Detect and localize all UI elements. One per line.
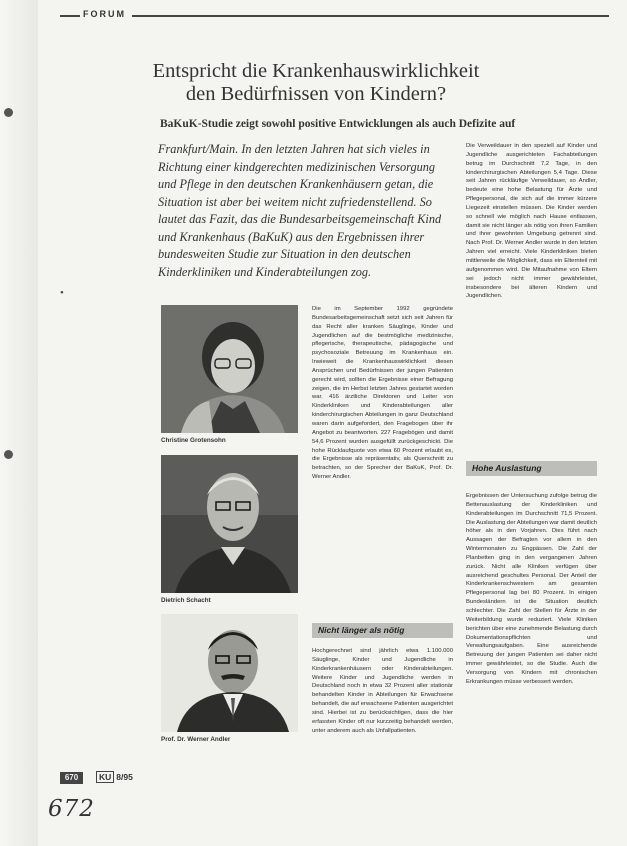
handwritten-page-number: 672 (48, 796, 95, 822)
photo-caption-3: Prof. Dr. Werner Andler (161, 736, 231, 743)
binder-hole (4, 108, 13, 117)
page-margin (0, 0, 39, 846)
portrait-photo-3 (161, 614, 298, 732)
margin-mark: • (60, 287, 64, 299)
section-label: FORUM (83, 9, 126, 19)
photo-caption-1: Christine Grotensohn (161, 437, 226, 444)
body-column-right-bottom: Ergebnissen der Untersuchung zufolge betrug die Bettenauslastung der Kinderkliniken und Kinderabteilungen im Durchschnitt 71,5 Prozent. Die Auslastung der Abteilungen war damit deutlich höher als in den Vorjahren. Dies führt nach Aussagen der Befragten vor allem in den Wintermonaten zu Engpässen. Die Zahl der Planbetten ging in den vergangenen Jahren zurück. Nicht alle Kliniken verfügen über ausreichend geschultes Personal. Der Anteil der Kinderkrankenschwestern am gesamten Pflegepersonal lag bei 80 Prozent. In einigen Bundesländern ist die Situation deutlich schlechter. Die Zahl der Stellen für Ärzte in der Weiterbildung wurde reduziert. Viele Kliniken berichten über eine zunehmende Belastung durch Dokumentationspflichten und Verwaltungsaufgaben. Eine ausreichende Betreuung der jungen Patienten sei daher nicht immer gewährleistet, so die Studie. Auch die Versorgung von Kindern mit chronischen Erkrankungen müsse verbessert werden. (466, 493, 597, 685)
title-line-2: den Bedürfnissen von Kindern? (185, 83, 447, 105)
issue-abbr: KU (96, 771, 114, 783)
subheading-box: Nicht länger als nötig (312, 623, 453, 638)
portrait-photo-1 (161, 305, 298, 433)
issue-label (96, 771, 133, 783)
header-rule-left (60, 15, 80, 17)
photo-caption-2: Dietrich Schacht (161, 597, 211, 604)
article-subtitle: BaKuK-Studie zeigt sowohl positive Entwicklungen als auch Defizite auf (160, 118, 516, 130)
binder-hole (4, 450, 13, 459)
body-column-right-top: Die Verweildauer in den speziell auf Kinder und Jugendliche ausgerichteten Fachabteilungen betrug im Durchschnitt 7,2 Tage, in den kinderchirurgischen Abteilungen 5,4 Tage. Diese seit Jahren rückläufige Verweildauer, so Andler, bedeute eine hohe Belastung für Ärzte und Pflegepersonal, die sich auf die immer kürzere Liegezeit einstellen müssen. Die Kinder werden so schnell wie möglich nach Hause entlassen, damit sie nicht länger als nötig von ihren Familien und ihrer gewohnten Umgebung getrennt sind. Nach Prof. Dr. Werner Andler wurde in den letzten Jahren viel erreicht. Viele Kinderkliniken bieten mittlerweile die Möglichkeit, dass ein Elternteil mit aufgenommen wird. Die Mitaufnahme von Eltern sei jedoch nicht immer gewährleistet, insbesondere bei älteren Kindern und Jugendlichen. (466, 143, 597, 300)
portrait-man-icon (161, 455, 298, 593)
page-number: 670 (60, 772, 83, 784)
lead-paragraph: Frankfurt/Main. In den letzten Jahren hat sich vieles in Richtung einer kindgerechten medizinischen Versorgung und Pflege in den deutschen Krankenhäusern getan, die Situation ist aber bei weitem nicht zufriedenstellend. So lautet das Fazit, das die Bundesarbeitsgemeinschaft Kind und Krankenhaus (BaKuK) aus den Ergebnissen ihrer bundesweiten Studie zur Situation in den deutschen Kinderkliniken und Kinderabteilungen zog. (158, 142, 442, 279)
subheading-box: Hohe Auslastung (466, 461, 597, 476)
body-column-middle-top: Die im September 1992 gegründete Bundesarbeitsgemeinschaft setzt sich seit Jahren für das Recht aller kranken Säuglinge, Kinder und Jugendlichen auf die bestmögliche medizinische, pflegerische, therapeutische, pädagogische und psychosoziale Betreuung im Krankenhaus ein. Inwieweit die Krankenhauswirklichkeit diesen Ansprüchen und Bedürfnissen der jungen Patienten gerecht wird, sollten die Ergebnisse einer Befragung zeigen, die im Herbst letzten Jahres gestartet worden war. 416 ärztliche Direktoren und Leiter von Kinderkliniken und Kinderabteilungen aller kinderchirurgischen Abteilungen in ganz Deutschland waren darin aufgefordert, den Fragebogen über ihr Angebot zu beantworten. 227 Fragebögen und damit 54,6 Prozent wurden ausgefüllt zurückgeschickt. Die hohe Rücklaufquote von etwa 60 Prozent erlaubt es, die Ergebnisse als repräsentativ, als Querschnitt zu betrachten, so der Sprecher der BaKuK, Prof. Dr. Werner Andler. (312, 306, 453, 481)
article-title (86, 60, 546, 106)
portrait-photo-2 (161, 455, 298, 593)
issue-number: 8/95 (116, 772, 133, 782)
portrait-man-icon (161, 614, 298, 732)
title-line-1: Entspricht die Krankenhauswirklichkeit (152, 60, 480, 82)
portrait-woman-icon (161, 305, 298, 433)
header-rule-right (132, 15, 609, 17)
body-column-middle-bottom: Hochgerechnet sind jährlich etwa 1.100.000 Säuglinge, Kinder und Jugendliche in Kinderkrankenhäusern oder Kinderabteilungen. Weitere Kinder und Jugendliche werden in Deutschland noch in etwa 32 Prozent aller stationär behandelten Kinder in Abteilungen für Erwachsene behandelt, die auf erwachsene Patienten ausgerichtet sind. Hierbei ist zu berücksichtigen, dass die hier erfassten Kinder oft nur kurzzeitig behandelt werden, unter anderem auch als Unfallpatienten. (312, 648, 453, 734)
